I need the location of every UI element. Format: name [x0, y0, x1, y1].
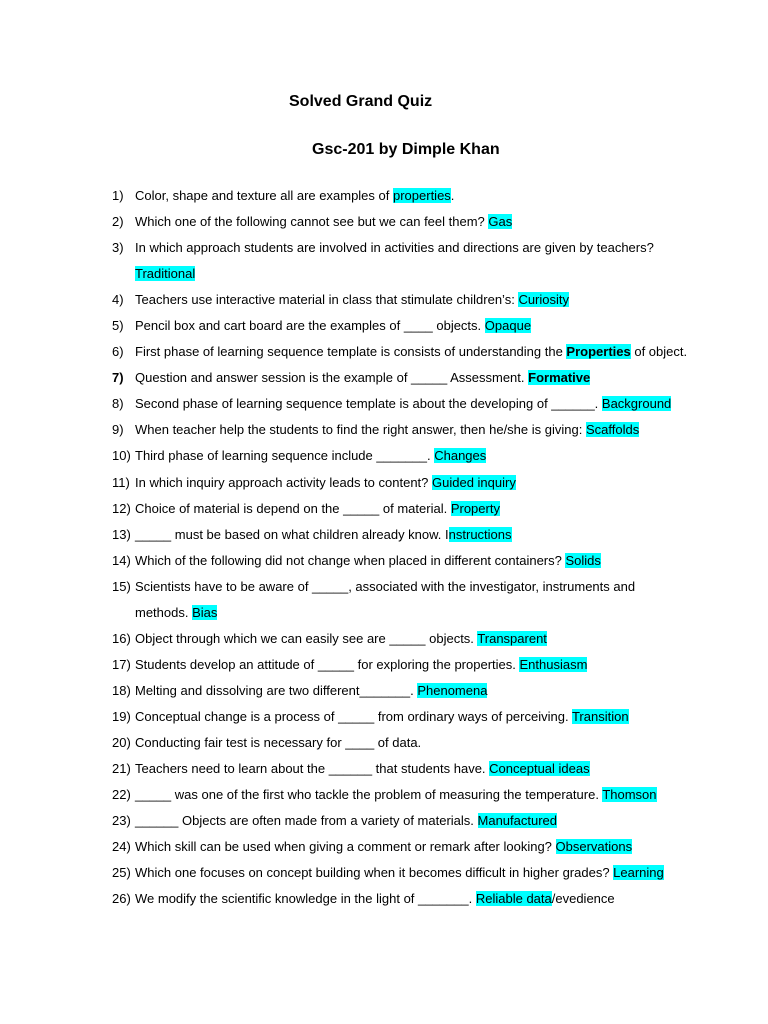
- question-item: [112, 391, 722, 417]
- question-item: [112, 860, 722, 886]
- answer-highlight: Conceptual ideas: [489, 761, 590, 777]
- question-number: 14): [112, 552, 131, 568]
- question-text: [135, 209, 722, 235]
- question-number: 22): [112, 787, 131, 803]
- answer-highlight: Transparent: [477, 630, 547, 646]
- answer-highlight: Gas: [488, 214, 513, 230]
- question-text: [135, 365, 722, 391]
- question-number: 1): [112, 188, 124, 203]
- question-number: 17): [112, 656, 131, 672]
- question-fragment: Which of the following did not change when placed in different containers?: [135, 552, 566, 568]
- question-item: [112, 496, 722, 522]
- answer-highlight: Properties: [566, 344, 631, 360]
- question-text: [135, 522, 722, 548]
- question-fragment: Teachers use interactive material in class that stimulate children’s:: [135, 292, 519, 308]
- question-fragment: First phase of learning sequence template is consists of understanding the: [135, 344, 567, 360]
- question-fragment: ______ Objects are often made from a variety of materials.: [135, 813, 478, 829]
- question-text: [135, 808, 722, 834]
- question-text: [135, 730, 722, 756]
- question-item: [112, 209, 722, 235]
- question-item: [112, 834, 722, 860]
- question-fragment: Question and answer session is the example of _____ Assessment.: [135, 370, 529, 386]
- question-item: [112, 808, 722, 834]
- question-item: [112, 470, 722, 496]
- answer-highlight: Enthusiasm: [519, 656, 588, 672]
- question-text: [135, 574, 722, 626]
- question-fragment: Melting and dissolving are two different_______.: [135, 682, 418, 698]
- question-text: [135, 704, 722, 730]
- question-text: [135, 183, 722, 209]
- question-fragment: Third phase of learning sequence include _______.: [135, 448, 435, 464]
- question-fragment: Conducting fair test is necessary for ____ of data.: [135, 734, 422, 750]
- question-text: [135, 886, 722, 912]
- question-number: 7): [112, 370, 124, 386]
- question-item: [112, 652, 722, 678]
- question-number: 10): [112, 448, 131, 464]
- question-text: [135, 782, 722, 808]
- question-fragment: When teacher help the students to find the right answer, then he/she is giving:: [135, 422, 586, 438]
- question-fragment: Teachers need to learn about the ______ that students have.: [135, 761, 490, 777]
- question-number: 19): [112, 708, 131, 724]
- question-fragment: We modify the scientific knowledge in the light of _______.: [135, 891, 476, 907]
- question-number: 26): [112, 891, 131, 907]
- question-number: 6): [112, 344, 124, 360]
- question-number: 2): [112, 214, 124, 230]
- page-subtitle: Gsc-201 by Dimple Khan: [312, 141, 500, 158]
- question-text: [135, 339, 722, 365]
- answer-highlight: Traditional: [135, 266, 196, 282]
- question-item: [112, 678, 722, 704]
- question-item: [112, 443, 722, 469]
- question-number: 24): [112, 839, 131, 855]
- question-fragment: Color, shape and texture all are examples of: [135, 188, 393, 203]
- question-text: [135, 652, 722, 678]
- question-number: 3): [112, 240, 124, 256]
- question-item: [112, 548, 722, 574]
- question-fragment: Conceptual change is a process of _____ from ordinary ways of perceiving.: [135, 708, 572, 724]
- answer-highlight: Transition: [571, 708, 629, 724]
- question-fragment: Object through which we can easily see are _____ objects.: [135, 630, 478, 646]
- question-number: 12): [112, 500, 131, 516]
- question-fragment: Second phase of learning sequence template is about the developing of ______.: [135, 396, 602, 412]
- question-text: [135, 626, 722, 652]
- question-fragment: methods.: [135, 604, 193, 620]
- question-number: 16): [112, 630, 131, 646]
- answer-highlight: Scaffolds: [585, 422, 640, 438]
- question-text: [135, 548, 722, 574]
- answer-highlight: Manufactured: [477, 813, 558, 829]
- question-item: [112, 339, 722, 365]
- question-text: [135, 391, 722, 417]
- question-item: [112, 782, 722, 808]
- answer-highlight: Opaque: [484, 318, 532, 334]
- question-text: [135, 470, 722, 496]
- question-text: [135, 678, 722, 704]
- question-text: [135, 756, 722, 782]
- question-text: [135, 313, 722, 339]
- question-fragment: /evedience: [551, 891, 615, 907]
- question-fragment: Students develop an attitude of _____ for exploring the properties.: [135, 656, 520, 672]
- question-number: 25): [112, 865, 131, 881]
- question-number: 11): [112, 474, 130, 490]
- answer-highlight: Learning: [613, 865, 664, 881]
- answer-highlight: Guided inquiry: [432, 474, 516, 490]
- question-number: 13): [112, 526, 131, 542]
- question-text: [135, 860, 722, 886]
- question-number: 4): [112, 292, 124, 308]
- answer-highlight: Curiosity: [518, 292, 570, 308]
- question-text: [135, 417, 722, 443]
- question-fragment: Scientists have to be aware of _____, associated with the investigator, instruments and: [135, 578, 636, 594]
- question-item: [112, 365, 722, 391]
- question-item: [112, 886, 722, 912]
- question-item: [112, 756, 722, 782]
- question-item: [112, 235, 722, 287]
- answer-highlight: Formative: [528, 370, 591, 386]
- question-item: [112, 730, 722, 756]
- question-text: [135, 496, 722, 522]
- question-number: 21): [112, 761, 131, 777]
- question-list: [112, 183, 722, 912]
- question-number: 8): [112, 396, 124, 412]
- question-fragment: of object.: [630, 344, 688, 360]
- question-fragment: In which inquiry approach activity leads to content?: [135, 474, 433, 490]
- question-number: 18): [112, 682, 131, 698]
- question-text: [135, 443, 722, 469]
- question-fragment: Pencil box and cart board are the examples of ____ objects.: [135, 318, 485, 334]
- answer-highlight: Changes: [434, 448, 487, 464]
- question-fragment: In which approach students are involved in activities and directions are given by teachers?: [135, 240, 654, 256]
- question-item: [112, 417, 722, 443]
- answer-highlight: Bias: [192, 604, 218, 620]
- question-fragment: .: [450, 188, 455, 203]
- question-fragment: Choice of material is depend on the _____ of material.: [135, 500, 451, 516]
- answer-highlight: Phenomena: [417, 682, 488, 698]
- question-fragment: _____ must be based on what children already know. I: [135, 526, 449, 542]
- answer-highlight: Reliable data: [475, 891, 552, 907]
- answer-highlight: Thomson: [602, 787, 657, 803]
- question-item: [112, 574, 722, 626]
- question-item: [112, 626, 722, 652]
- question-number: 15): [112, 578, 131, 594]
- answer-highlight: properties: [392, 188, 451, 203]
- answer-highlight: Observations: [555, 839, 633, 855]
- question-item: [112, 183, 722, 209]
- question-fragment: Which skill can be used when giving a comment or remark after looking?: [135, 839, 556, 855]
- answer-highlight: Property: [450, 500, 500, 516]
- question-text: [135, 287, 722, 313]
- question-fragment: Which one of the following cannot see but we can feel them?: [135, 214, 489, 230]
- answer-highlight: nstructions: [448, 526, 512, 542]
- question-item: [112, 287, 722, 313]
- question-item: [112, 522, 722, 548]
- question-number: 5): [112, 318, 124, 334]
- question-fragment: Which one focuses on concept building when it becomes difficult in higher grades?: [135, 865, 614, 881]
- question-number: 23): [112, 813, 131, 829]
- question-text: [135, 235, 722, 287]
- question-text: [135, 834, 722, 860]
- question-item: [112, 704, 722, 730]
- page-title: Solved Grand Quiz: [289, 93, 433, 110]
- answer-highlight: Solids: [565, 552, 601, 568]
- question-item: [112, 313, 722, 339]
- question-fragment: _____ was one of the first who tackle the problem of measuring the temperature.: [135, 787, 603, 803]
- question-number: 9): [112, 422, 124, 438]
- answer-highlight: Background: [601, 396, 672, 412]
- question-number: 20): [112, 734, 131, 750]
